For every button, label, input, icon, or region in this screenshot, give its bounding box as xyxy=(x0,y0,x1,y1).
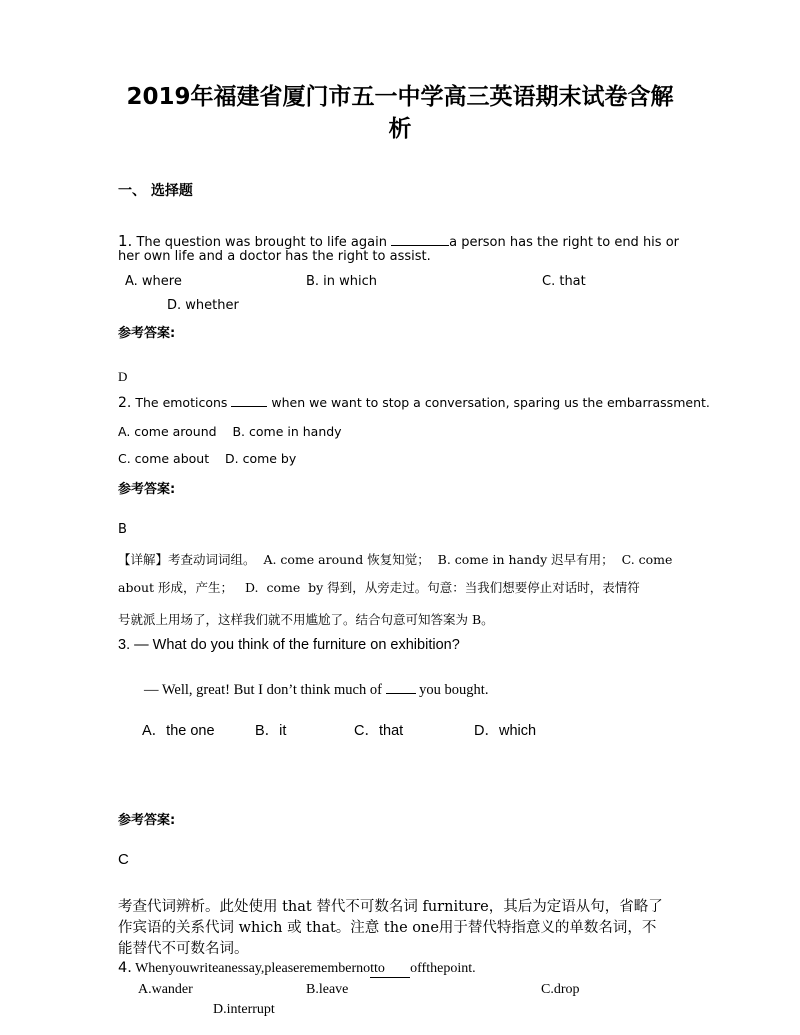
question-1-line1 xyxy=(118,232,679,250)
question-1-text-after: a person has the right to end his or xyxy=(449,235,679,250)
question-2-text-after: when we want to stop a conversation, sparing us the embarrassment. xyxy=(271,395,710,410)
question-4-line1 xyxy=(118,960,476,978)
question-2-options-row1: A. come around B. come in handy xyxy=(118,424,342,439)
question-3-blank xyxy=(386,681,416,694)
question-2-explanation-line3: 号就派上用场了，这样我们就不用尴尬了。结合句意可知答案为 B。 xyxy=(118,612,494,627)
question-3-number: 3. xyxy=(118,637,131,653)
question-1-option-d: D. whether xyxy=(167,298,239,313)
question-2-answer-label: 参考答案: xyxy=(118,482,176,497)
question-4-text-before: Whenyouwriteanessay,pleaserememberno xyxy=(135,961,371,976)
question-3-answer-label: 参考答案: xyxy=(118,813,176,828)
question-2-text-before: The emoticons xyxy=(135,395,228,410)
question-3-text-before: — Well, great! But I don’t think much of xyxy=(144,682,382,698)
question-3-option-b: B．it xyxy=(255,723,287,739)
question-1-blank xyxy=(391,233,449,246)
section-heading: 一、 选择题 xyxy=(118,183,193,199)
question-3-explanation-line1: 考查代词辨析。此处使用 that 替代不可数名词 furniture，其后为定语从句，省略了 xyxy=(118,899,663,915)
question-2-explanation-line2: about 形成，产生； D. come by 得到，从旁走过。句意：当我们想要停止对话时，表情符 xyxy=(118,580,640,595)
question-2-number: 2. xyxy=(118,395,132,411)
question-4-option-d: D.interrupt xyxy=(213,1002,275,1017)
question-1-number: 1. xyxy=(118,232,133,250)
question-4-option-b: B.leave xyxy=(306,982,349,997)
question-4-option-c: C.drop xyxy=(541,982,580,997)
question-3-explanation-line2: 作宾语的关系代词 which 或 that。注意 the one用于替代特指意义的单数名词，不 xyxy=(118,920,657,936)
question-2-answer: B xyxy=(118,522,127,537)
question-3-line1 xyxy=(118,637,460,653)
question-2-explanation-line1: 【详解】考查动词词组。 A. come around 恢复知觉； B. come in handy 迟早有用； C. come xyxy=(118,552,673,567)
question-1-option-c: C. that xyxy=(542,274,586,289)
question-4-number: 4. xyxy=(118,960,132,976)
question-3-option-c: C．that xyxy=(354,723,404,739)
question-3-line2 xyxy=(144,681,488,699)
document-title-line2: 析 xyxy=(388,116,412,142)
question-3-explanation-line3: 能替代不可数名词。 xyxy=(118,941,249,957)
question-4-text-after: offthepoint. xyxy=(410,961,476,976)
question-3-text-after: you bought. xyxy=(419,682,489,698)
document-title-line1: 2019年福建省厦门市五一中学高三英语期末试卷含解 xyxy=(126,84,674,110)
question-3-answer: C xyxy=(118,851,129,868)
question-4-blank: tto xyxy=(370,961,410,978)
question-1-line2: her own life and a doctor has the right to assist. xyxy=(118,249,431,264)
question-1-option-a: A. where xyxy=(125,274,182,289)
question-3-option-a: A．the one xyxy=(142,723,215,739)
question-2-line1 xyxy=(118,394,710,411)
question-2-options-row2: C. come about D. come by xyxy=(118,451,297,466)
question-1-answer-label: 参考答案: xyxy=(118,326,176,341)
question-4-option-a: A.wander xyxy=(138,982,193,997)
question-1-option-b: B. in which xyxy=(306,274,378,289)
question-1-answer: D xyxy=(118,369,128,384)
question-2-blank xyxy=(231,394,267,407)
question-3-prompt: — What do you think of the furniture on exhibition? xyxy=(134,637,460,653)
question-1-text-before: The question was brought to life again xyxy=(136,235,387,250)
question-3-option-d: D．which xyxy=(474,723,537,739)
